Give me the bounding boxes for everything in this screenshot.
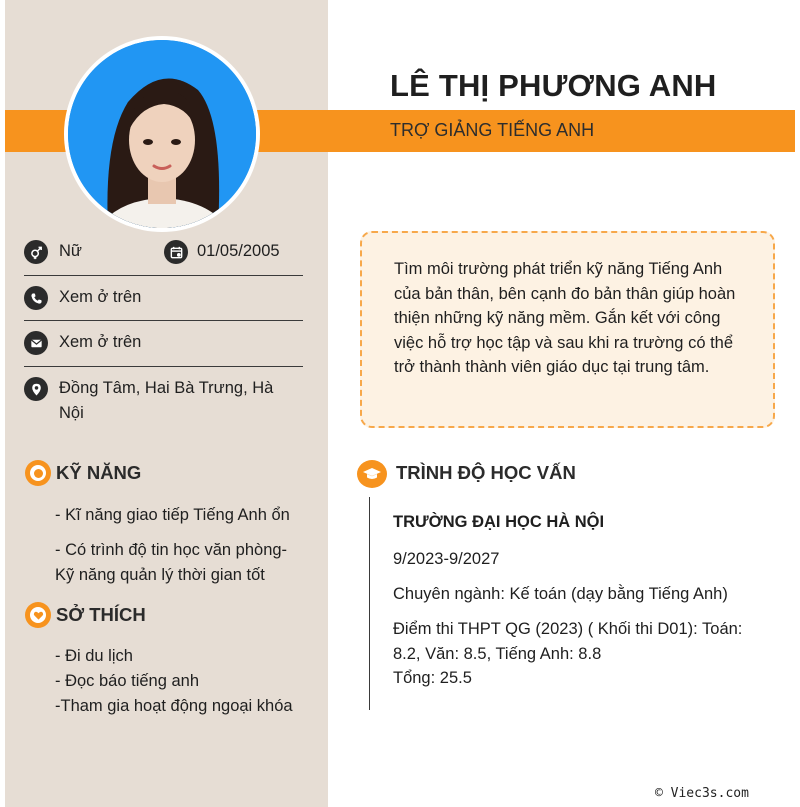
address-value: Đồng Tâm, Hai Bà Trưng, Hà Nội (59, 379, 274, 422)
location-icon (24, 377, 48, 401)
list-item: - Đi du lịch (55, 647, 133, 665)
candidate-name: LÊ THỊ PHƯƠNG ANH (390, 68, 717, 103)
education-period: 9/2023-9/2027 (393, 550, 500, 568)
gender-birthday-row (24, 239, 303, 265)
divider (24, 366, 303, 367)
divider (24, 275, 303, 276)
objective-box (360, 231, 775, 428)
email-value: Xem ở trên (59, 333, 142, 351)
birthday-value: 01/05/2005 (197, 242, 280, 260)
exam-total: Tổng: 25.5 (393, 669, 472, 687)
skills-title: KỸ NĂNG (56, 462, 142, 483)
job-title: TRỢ GIẢNG TIẾNG ANH (390, 120, 595, 140)
avatar (68, 40, 256, 228)
education-title: TRÌNH ĐỘ HỌC VẤN (396, 462, 576, 483)
portrait-photo (68, 40, 256, 228)
list-item: - Có trình độ tin học văn phòng- Kỹ năng quản lý thời gian tốt (55, 541, 288, 584)
divider (24, 320, 303, 321)
school-name: TRƯỜNG ĐẠI HỌC HÀ NỘI (393, 513, 605, 531)
list-item: - Kĩ năng giao tiếp Tiếng Anh ổn (55, 506, 290, 524)
heart-icon (25, 602, 51, 628)
mail-icon (24, 331, 48, 355)
exam-scores: Điểm thi THPT QG (2023) ( Khối thi D01): Toán: 8.2, Văn: 8.5, Tiếng Anh: 8.8 (393, 620, 743, 663)
phone-icon (24, 286, 48, 310)
target-icon (25, 460, 51, 486)
hobbies-list (55, 644, 302, 719)
education-timeline-line (369, 497, 370, 710)
graduation-cap-icon (357, 460, 387, 488)
education-major: Chuyên ngành: Kế toán (dạy bằng Tiếng Anh) (393, 585, 728, 603)
list-item: -Tham gia hoạt động ngoại khóa (55, 697, 293, 715)
skills-list (55, 503, 302, 588)
address-row (24, 376, 303, 428)
phone-value: Xem ở trên (59, 288, 142, 306)
objective-text: Tìm môi trường phát triển kỹ năng Tiếng Anh của bản thân, bên cạnh đo bản thân giúp hoàn thiện những kỹ năng mềm. Gắn kết với công việc hỗ trợ học tập và sau khi ra trường có thể trở thành thành viên giáo dục tại trung tâm. (394, 260, 736, 376)
email-row (24, 330, 303, 356)
hobbies-title: SỞ THÍCH (56, 604, 146, 625)
list-item: - Đọc báo tiếng anh (55, 672, 200, 690)
gender-value: Nữ (59, 242, 82, 260)
gender-icon (24, 240, 48, 264)
footer-credit: © Viec3s.com (655, 786, 749, 801)
calendar-icon (164, 240, 188, 264)
phone-row (24, 285, 303, 311)
